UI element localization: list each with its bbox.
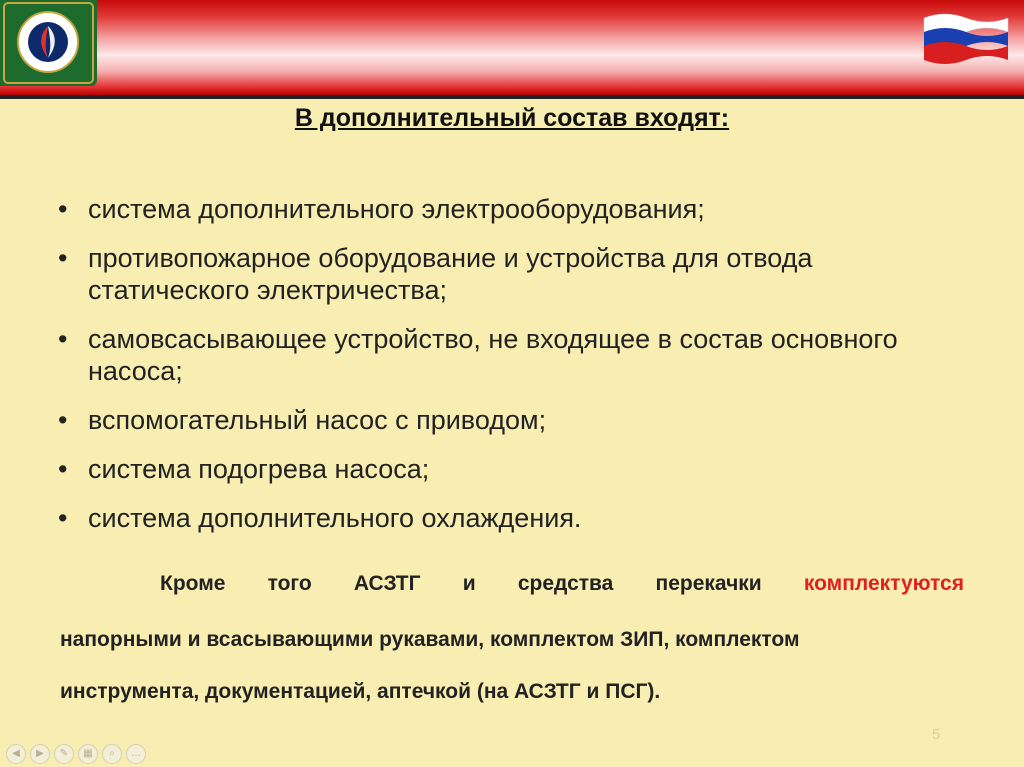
slides-overview-button[interactable]: ▦ [78,744,98,764]
university-emblem-icon [0,0,97,86]
header-divider [0,95,1024,99]
zoom-button[interactable]: ⌕ [102,744,122,764]
pen-tool-button[interactable]: ✎ [54,744,74,764]
list-item: • самовсасывающее устройство, не входящее в состав основного насоса; [58,323,978,387]
list-item: • вспомогательный насос с приводом; [58,404,978,436]
list-item: • система дополнительного электрооборудования; [58,193,978,225]
list-item: • система дополнительного охлаждения. [58,502,978,534]
next-slide-button[interactable]: ▶ [30,744,50,764]
paragraph-line-1 [60,572,964,596]
more-options-button[interactable]: … [126,744,146,764]
paragraph-line-3: инструмента, документацией, аптечкой (на АСЗТГ и ПСГ). [60,680,661,703]
list-item: • противопожарное оборудование и устройства для отвода статического электричества; [58,242,978,306]
russian-flag-icon [920,8,1012,68]
prev-slide-button[interactable]: ◀ [6,744,26,764]
slideshow-controls [6,744,146,766]
paragraph-line-2: напорными и всасывающими рукавами, комплектом ЗИП, комплектом [60,628,800,651]
bullet-list [58,193,978,551]
page-number: 5 [932,726,941,743]
list-item: • система подогрева насоса; [58,453,978,485]
header-band [0,0,1024,95]
paragraph-text: Кроме того АСЗТГ и средства перекачки [160,572,762,595]
slide-title: В дополнительный состав входят: [294,104,730,132]
highlighted-word: комплектуются [803,572,964,595]
